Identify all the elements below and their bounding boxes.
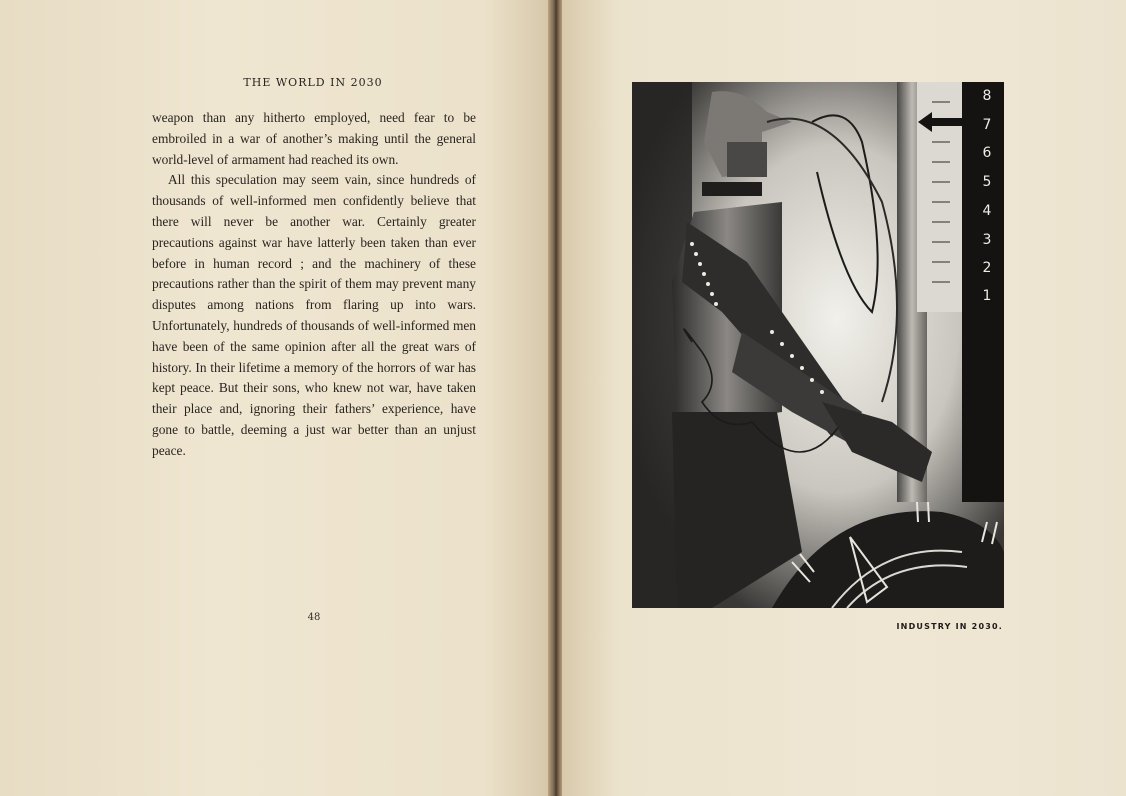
- gauge-number: 7: [982, 117, 992, 133]
- gauge-number: 1: [982, 288, 992, 304]
- running-head: THE WORLD IN 2030: [243, 76, 383, 89]
- gauge-number: 4: [982, 203, 992, 219]
- gauge-number: 5: [982, 174, 992, 190]
- left-page: [0, 0, 550, 796]
- figure-caption: INDUSTRY IN 2030.: [896, 622, 1003, 631]
- industry-illustration: [632, 82, 1004, 608]
- gauge-number: 6: [982, 145, 992, 161]
- body-text: [152, 108, 476, 462]
- page-number: 48: [307, 612, 321, 623]
- gauge-number: 3: [982, 232, 992, 248]
- paragraph-1: weapon than any hitherto employed, need fear to be embroiled in a war of another’s making until the general world-level of armament had reached its own.: [152, 110, 476, 167]
- paragraph-2: All this speculation may seem vain, since hundreds of thousands of well-informed men confidently believe that there will never be another war. Certainly greater precautions against war have latterly been taken than ever before in human record ; and the machinery of these precautions rather than the spirit of them may prevent many disputes among nations from flaring up into wars. Unfortunately, hundreds of thousands of well-informed men have been of the same opinion after all the great wars of history. In their lifetime a memory of the horrors of war has kept peace. But their sons, who knew not war, have taken their place and, ignoring their fathers’ experience, have gone to battle, deeming a just war better than an unjust peace.: [152, 172, 476, 458]
- gauge-number: 8: [982, 88, 992, 104]
- gauge-number: 2: [982, 260, 992, 276]
